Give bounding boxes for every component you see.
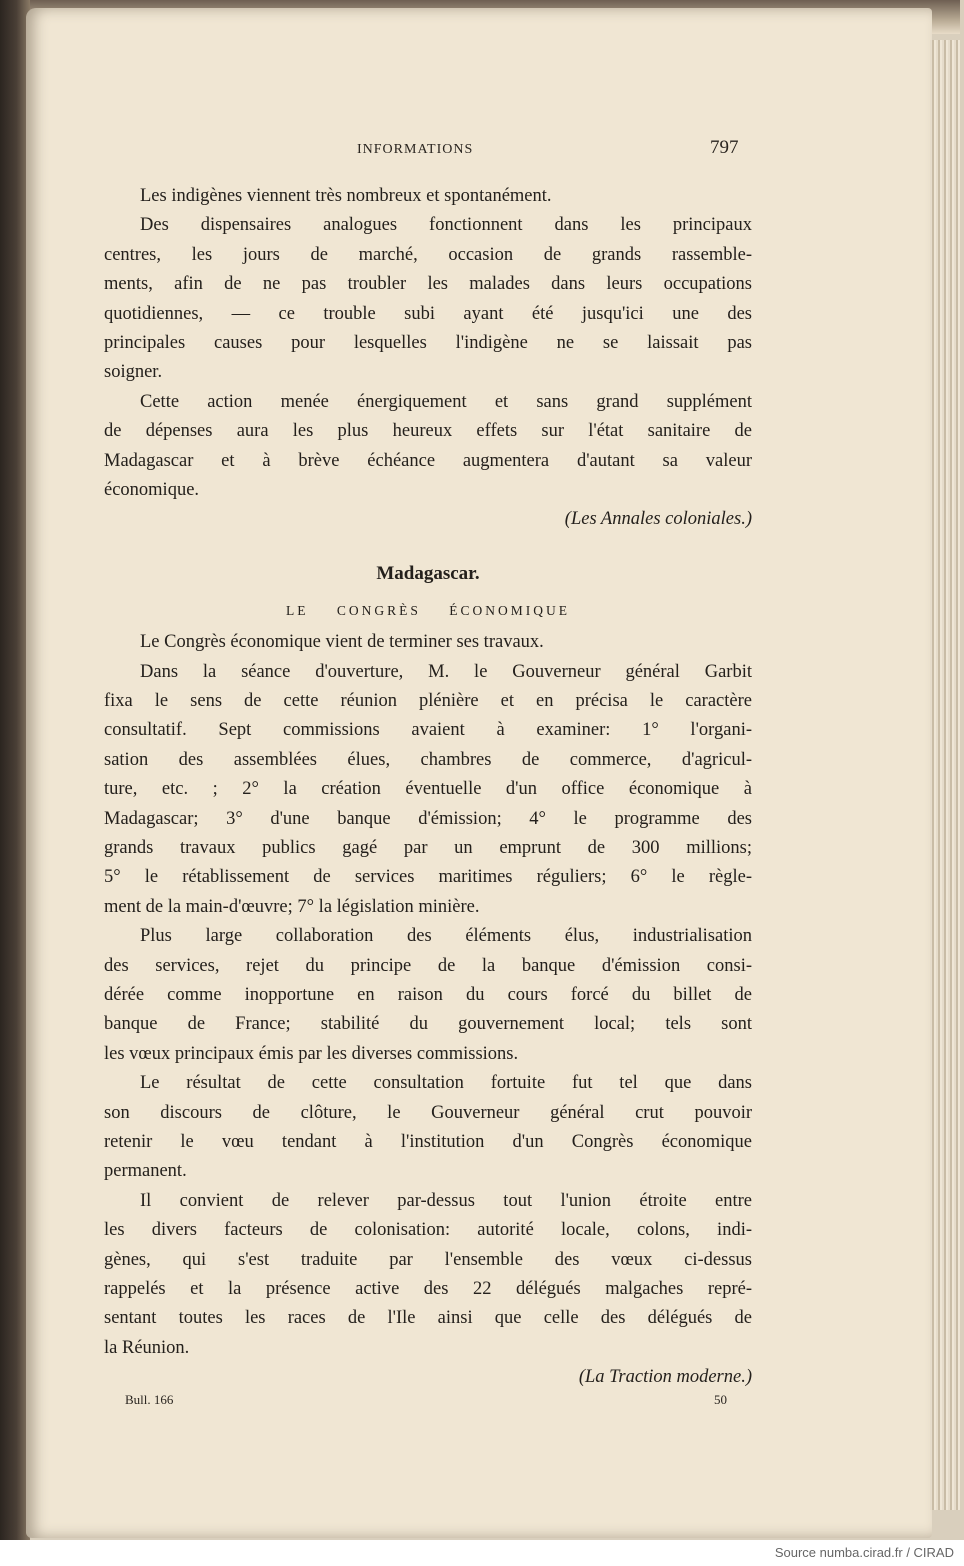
- text-line: son discours de clôture, le Gouverneur général crut pouvoir: [104, 1102, 752, 1123]
- text-line: Il convient de relever par-dessus tout l'union étroite entre: [140, 1190, 752, 1211]
- source-citation: (Les Annales coloniales.): [564, 509, 752, 530]
- text-line: banque de France; stabilité du gouvernement local; tels sont: [104, 1014, 752, 1035]
- body-text: [104, 182, 752, 1392]
- text-line: de dépenses aura les plus heureux effets sur l'état sanitaire de: [104, 421, 752, 442]
- text-line: ture, etc. ; 2° la création éventuelle d'un office économique à: [104, 779, 752, 800]
- text-line: Le Congrès économique vient de terminer ses travaux.: [140, 632, 544, 653]
- text-line: Dans la séance d'ouverture, M. le Gouverneur général Garbit: [140, 661, 752, 682]
- running-head: INFORMATIONS: [357, 142, 474, 157]
- text-line: sation des assemblées élues, chambres de commerce, d'agricul-: [104, 749, 752, 770]
- text-line: Madagascar et à brève échéance augmentera d'autant sa valeur: [104, 450, 752, 471]
- section-title: Madagascar.: [376, 563, 480, 585]
- text-line: Des dispensaires analogues fonctionnent dans les principaux: [140, 215, 752, 236]
- text-line: permanent.: [104, 1161, 187, 1182]
- text-line: centres, les jours de marché, occasion de grands rassemble-: [104, 244, 752, 265]
- text-line: retenir le vœu tendant à l'institution d'un Congrès économique: [104, 1131, 752, 1152]
- text-line: ment de la main-d'œuvre; 7° la législation minière.: [104, 896, 480, 917]
- text-line: économique.: [104, 479, 200, 500]
- text-line: rappelés et la présence active des 22 délégués malgaches repré-: [104, 1278, 752, 1299]
- page-number: 797: [710, 137, 739, 158]
- text-line: les vœux principaux émis par les diverses commissions.: [104, 1043, 519, 1064]
- text-line: Le résultat de cette consultation fortuite fut tel que dans: [140, 1073, 752, 1094]
- text-line: Les indigènes viennent très nombreux et spontanément.: [140, 186, 552, 206]
- footer-sheet-number: 50: [714, 1392, 727, 1407]
- text-line: sentant toutes les races de l'Ile ainsi que celle des délégués de: [104, 1308, 752, 1329]
- source-citation: (La Traction moderne.): [578, 1367, 752, 1388]
- text-line: grands travaux publics gagé par un emprunt de 300 millions;: [104, 838, 752, 859]
- text-line: Madagascar; 3° d'une banque d'émission; 4° le programme des: [104, 808, 752, 829]
- text-line: quotidiennes, — ce trouble subi ayant été jusqu'ici une des: [104, 303, 752, 324]
- page-edges: [930, 40, 960, 1510]
- text-line: soigner.: [104, 362, 163, 383]
- text-line: des services, rejet du principe de la banque d'émission consi-: [104, 955, 752, 976]
- text-line: la Réunion.: [104, 1337, 190, 1358]
- text-line: ments, afin de ne pas troubler les malades dans leurs occupations: [104, 274, 752, 295]
- section-subtitle: LE CONGRÈS ÉCONOMIQUE: [286, 603, 570, 619]
- text-line: Plus large collaboration des éléments élus, industrialisation: [140, 926, 752, 947]
- text-line: dérée comme inopportune en raison du cours forcé du billet de: [104, 984, 752, 1005]
- text-line: 5° le rétablissement de services maritimes réguliers; 6° le règle-: [104, 867, 752, 888]
- footer-signature: Bull. 166: [125, 1392, 174, 1407]
- text-line: principales causes pour lesquelles l'indigène ne se laissait pas: [104, 332, 752, 353]
- text-line: gènes, qui s'est traduite par l'ensemble des vœux ci-dessus: [104, 1249, 752, 1270]
- text-line: consultatif. Sept commissions avaient à examiner: 1° l'organi-: [104, 720, 752, 741]
- text-line: Cette action menée énergiquement et sans grand supplément: [140, 391, 752, 412]
- text-line: fixa le sens de cette réunion plénière et en précisa le caractère: [104, 691, 752, 712]
- source-credit: Source numba.cirad.fr / CIRAD: [774, 1545, 954, 1560]
- text-line: les divers facteurs de colonisation: autorité locale, colons, indi-: [104, 1220, 752, 1241]
